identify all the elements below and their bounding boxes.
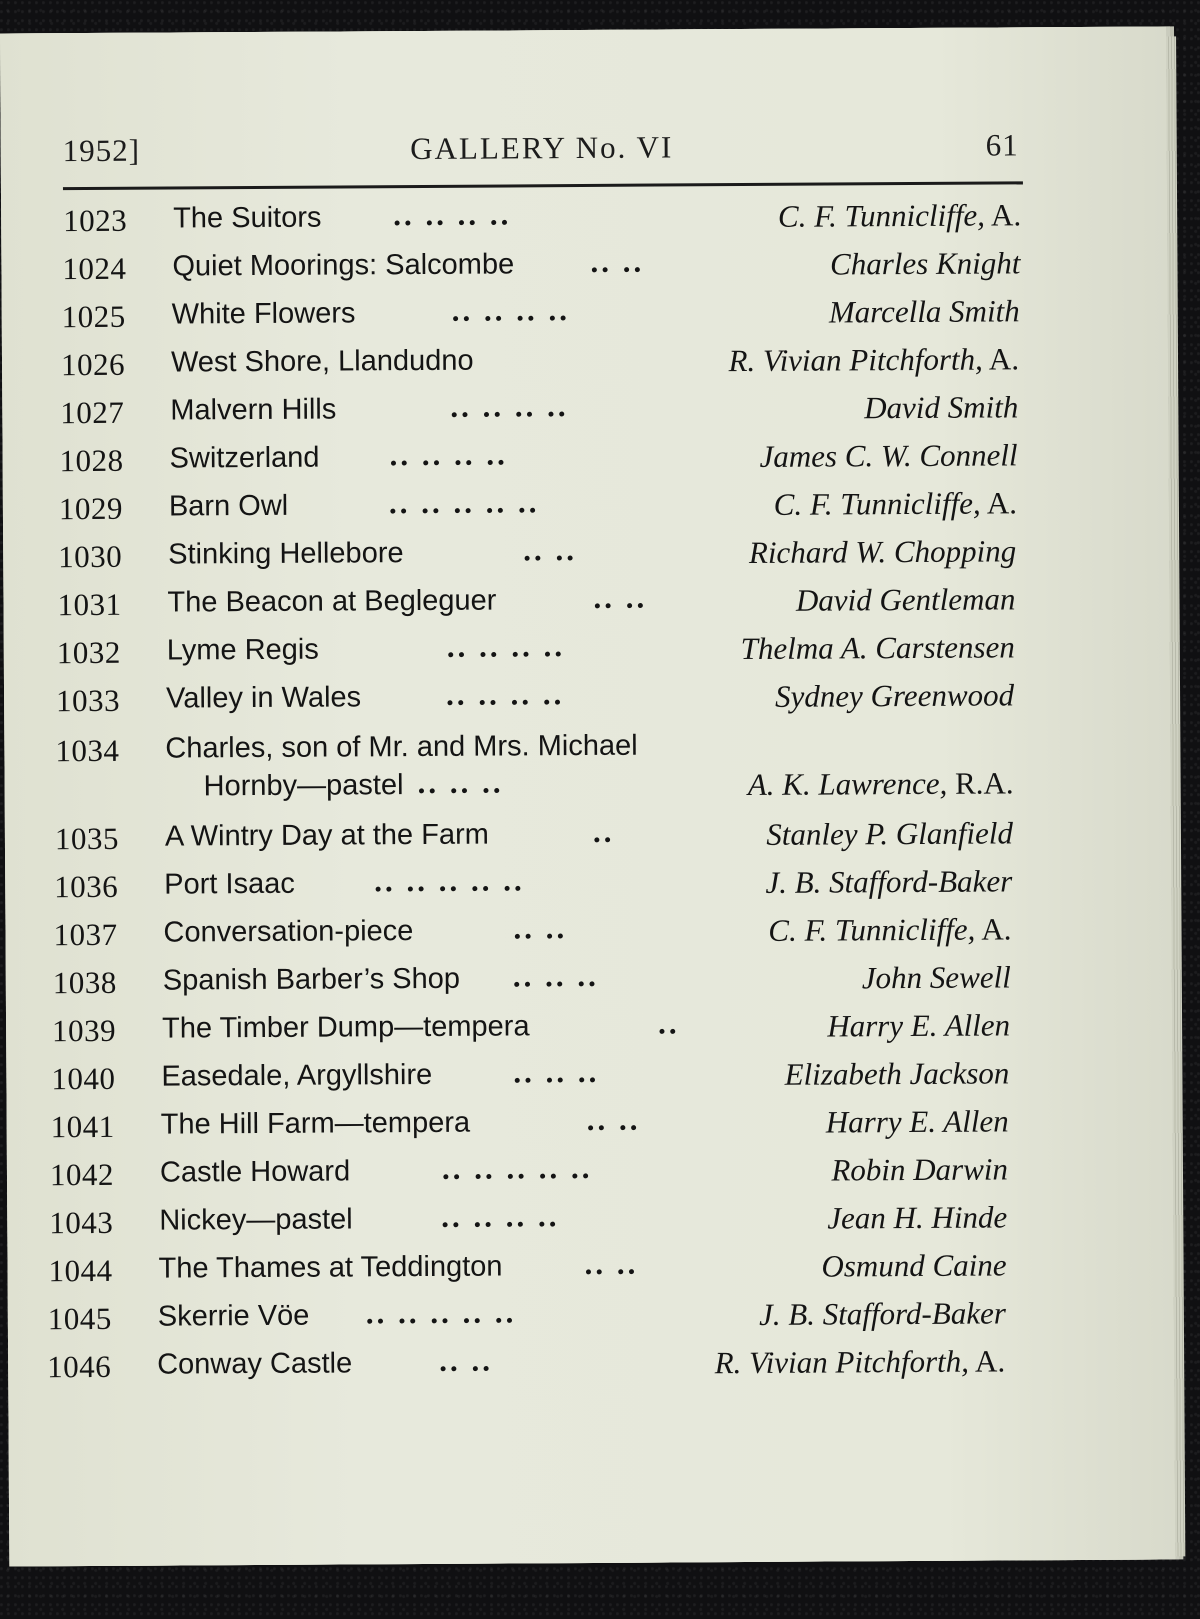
dot-leader: .. .. .. ..	[389, 436, 508, 473]
entry-title: The Thames at Teddington	[158, 1250, 503, 1285]
entry-artist	[715, 1343, 1006, 1381]
entry-number: 1023	[63, 202, 128, 239]
catalogue-entry	[53, 959, 1011, 1007]
artist-honour: A.	[982, 341, 1020, 377]
entry-title: White Flowers	[171, 297, 356, 331]
artist-honour: A.	[980, 485, 1018, 521]
dot-leader: .. ..	[590, 243, 645, 279]
catalogue-entry	[51, 1055, 1009, 1103]
entry-title: Castle Howard	[159, 1155, 351, 1189]
entry-title: Stinking Hellebore	[168, 537, 404, 571]
catalogue-entry	[49, 1199, 1007, 1247]
catalogue-entry	[54, 863, 1012, 911]
entry-number: 1034	[55, 732, 120, 769]
entry-artist	[765, 863, 1012, 901]
artist-name: James C. W. Connell	[759, 437, 1018, 474]
dot-leader: .. ..	[586, 1101, 641, 1137]
artist-name: Jean H. Hinde	[827, 1199, 1008, 1236]
catalogue-entry	[55, 815, 1013, 863]
entry-title: Quiet Moorings: Salcombe	[172, 248, 515, 283]
artist-name: Osmund Caine	[821, 1247, 1007, 1284]
catalogue-page	[0, 26, 1175, 1566]
catalogue-entry	[59, 485, 1017, 533]
dot-leader: .. .. .. ..	[446, 628, 566, 664]
catalogue-entry	[60, 389, 1018, 437]
dot-leader: .. ..	[584, 1245, 639, 1282]
entry-title: Spanish Barber’s Shop	[162, 962, 461, 997]
dot-leader: .. ..	[523, 532, 578, 568]
artist-name: A. K. Lawrence,	[747, 765, 948, 803]
entry-artist	[749, 533, 1016, 571]
artist-name: C. F. Tunnicliffe,	[777, 197, 986, 234]
entry-number: 1044	[48, 1252, 113, 1289]
entry-artist	[864, 389, 1018, 426]
catalogue-entry	[61, 341, 1019, 389]
artist-honour: A.	[975, 911, 1012, 947]
artist-name: David Gentleman	[795, 581, 1016, 618]
entry-artist	[774, 485, 1017, 522]
entry-number: 1045	[47, 1300, 112, 1337]
entry-title-continuation: Hornby—pastel	[203, 769, 404, 803]
entry-title: Nickey—pastel	[159, 1203, 353, 1237]
entry-title: Barn Owl	[168, 489, 289, 523]
dot-leader: .. .. .. .. ..	[388, 484, 540, 521]
entry-title: Conway Castle	[157, 1347, 353, 1381]
artist-honour: R.A.	[947, 765, 1014, 801]
catalogue-entry	[56, 677, 1014, 725]
catalogue-entry	[48, 1247, 1006, 1295]
entry-artist	[759, 1295, 1006, 1333]
entry-title: Easedale, Argyllshire	[161, 1058, 433, 1093]
entry-artist	[759, 437, 1017, 475]
entry-artist	[775, 677, 1014, 714]
catalogue-entry	[62, 293, 1020, 341]
catalogue-entry	[58, 533, 1016, 581]
entry-number: 1031	[57, 586, 122, 623]
catalogue-entry	[60, 437, 1018, 485]
entry-number: 1039	[51, 1012, 117, 1049]
entry-number: 1046	[47, 1348, 112, 1385]
dot-leader: .. ..	[513, 910, 568, 946]
entry-artist	[778, 197, 1021, 234]
entry-artist	[831, 1151, 1008, 1188]
entry-artist	[821, 1247, 1006, 1284]
catalogue-entry	[57, 581, 1015, 629]
header-title: GALLERY No. VI	[410, 129, 674, 167]
catalogue-entries	[0, 26, 1175, 1566]
entry-title: Conversation-piece	[163, 915, 414, 949]
entry-title: The Timber Dump—tempera	[161, 1010, 530, 1045]
header-year: 1952]	[62, 132, 141, 169]
entry-number: 1042	[49, 1156, 115, 1193]
entry-artist	[827, 1199, 1007, 1236]
catalogue-entry	[57, 629, 1015, 677]
entry-number: 1035	[54, 820, 120, 857]
entry-number: 1030	[58, 538, 123, 575]
entry-artist	[766, 815, 1013, 853]
entry-title: West Shore, Llandudno	[170, 344, 474, 379]
dot-leader: .. .. .. ..	[451, 292, 571, 328]
entry-title: Skerrie Vöe	[157, 1299, 310, 1333]
entry-number: 1029	[58, 490, 124, 527]
dot-leader: .. ..	[439, 1342, 493, 1378]
entry-number: 1028	[59, 442, 124, 479]
entry-number: 1036	[54, 868, 119, 905]
entry-artist	[826, 1103, 1009, 1140]
artist-name: John Sewell	[861, 959, 1011, 996]
artist-name: R. Vivian Pitchforth,	[728, 341, 983, 379]
artist-name: Richard W. Chopping	[748, 533, 1017, 570]
catalogue-entry	[52, 1007, 1010, 1055]
artist-name: Harry E. Allen	[825, 1103, 1009, 1140]
artist-name: Elizabeth Jackson	[784, 1055, 1010, 1092]
artist-name: Charles Knight	[829, 245, 1021, 282]
entry-artist	[827, 1007, 1010, 1044]
entry-artist	[796, 581, 1016, 618]
catalogue-entry	[63, 197, 1021, 245]
entry-title: A Wintry Day at the Farm	[164, 818, 489, 853]
entry-artist	[830, 245, 1021, 282]
artist-name: Thelma A. Carstensen	[740, 629, 1015, 667]
entry-title: Port Isaac	[164, 867, 295, 901]
artist-name: David Smith	[864, 389, 1019, 426]
entry-title: The Hill Farm—tempera	[160, 1106, 471, 1141]
dot-leader: .. .. .. .. ..	[365, 1294, 517, 1331]
dot-leader: .. .. .. .. ..	[441, 1149, 593, 1186]
entry-artist	[785, 1055, 1010, 1092]
artist-honour: A.	[984, 197, 1022, 233]
entry-title: Charles, son of Mr. and Mrs. Michael	[165, 729, 638, 765]
entry-artist	[741, 629, 1015, 667]
dot-leader: .. .. ..	[417, 764, 504, 801]
entry-number: 1027	[60, 394, 125, 431]
catalogue-entry	[50, 1151, 1008, 1199]
entry-number: 1033	[55, 682, 121, 719]
entry-number: 1043	[49, 1204, 114, 1241]
entry-number: 1041	[50, 1108, 115, 1145]
entry-number: 1037	[53, 916, 118, 953]
entry-number: 1040	[51, 1060, 116, 1097]
entry-artist	[829, 293, 1020, 330]
dot-leader: ..	[592, 813, 615, 849]
entry-number: 1026	[60, 346, 126, 383]
catalogue-entry	[53, 911, 1011, 959]
entry-title: Malvern Hills	[170, 393, 337, 427]
catalogue-entry	[62, 245, 1020, 293]
entry-number: 1024	[62, 250, 127, 287]
artist-name: Harry E. Allen	[827, 1007, 1011, 1044]
artist-name: J. B. Stafford-Baker	[758, 1295, 1006, 1332]
artist-name: Robin Darwin	[831, 1151, 1009, 1188]
artist-name: Marcella Smith	[828, 293, 1020, 330]
entry-number: 1032	[56, 634, 121, 671]
entry-title: Valley in Wales	[165, 681, 362, 715]
artist-name: C. F. Tunnicliffe,	[768, 911, 976, 948]
dot-leader: .. .. ..	[512, 957, 599, 994]
catalogue-entry	[55, 727, 1013, 817]
artist-name: J. B. Stafford-Baker	[765, 863, 1013, 900]
entry-number: 1038	[52, 964, 117, 1001]
entry-number: 1025	[61, 298, 126, 335]
entry-artist	[728, 341, 1019, 379]
entry-title: Switzerland	[169, 441, 320, 475]
artist-name: R. Vivian Pitchforth,	[714, 1343, 970, 1381]
artist-honour: A.	[968, 1343, 1006, 1379]
entry-title: The Suitors	[173, 201, 322, 235]
entry-artist	[748, 765, 1014, 803]
artist-name: Stanley P. Glanfield	[766, 815, 1014, 852]
dot-leader: .. .. .. .. ..	[374, 862, 525, 899]
dot-leader: .. .. .. ..	[441, 1198, 560, 1234]
entry-title: Lyme Regis	[166, 633, 319, 667]
catalogue-entry	[47, 1343, 1005, 1391]
dot-leader: ..	[657, 1005, 680, 1041]
dot-leader: .. .. .. ..	[445, 676, 565, 712]
catalogue-entry	[48, 1295, 1006, 1343]
artist-name: C. F. Tunnicliffe,	[773, 485, 981, 522]
entry-artist	[862, 959, 1011, 996]
entry-title: The Beacon at Begleguer	[167, 584, 497, 619]
header-page-number: 61	[985, 127, 1019, 163]
artist-name: Sydney Greenwood	[774, 677, 1015, 714]
dot-leader: .. .. ..	[513, 1053, 600, 1090]
dot-leader: .. .. .. ..	[393, 196, 512, 233]
dot-leader: .. ..	[593, 579, 648, 615]
dot-leader: .. .. .. ..	[450, 388, 569, 424]
catalogue-entry	[51, 1103, 1009, 1151]
entry-artist	[768, 911, 1011, 948]
